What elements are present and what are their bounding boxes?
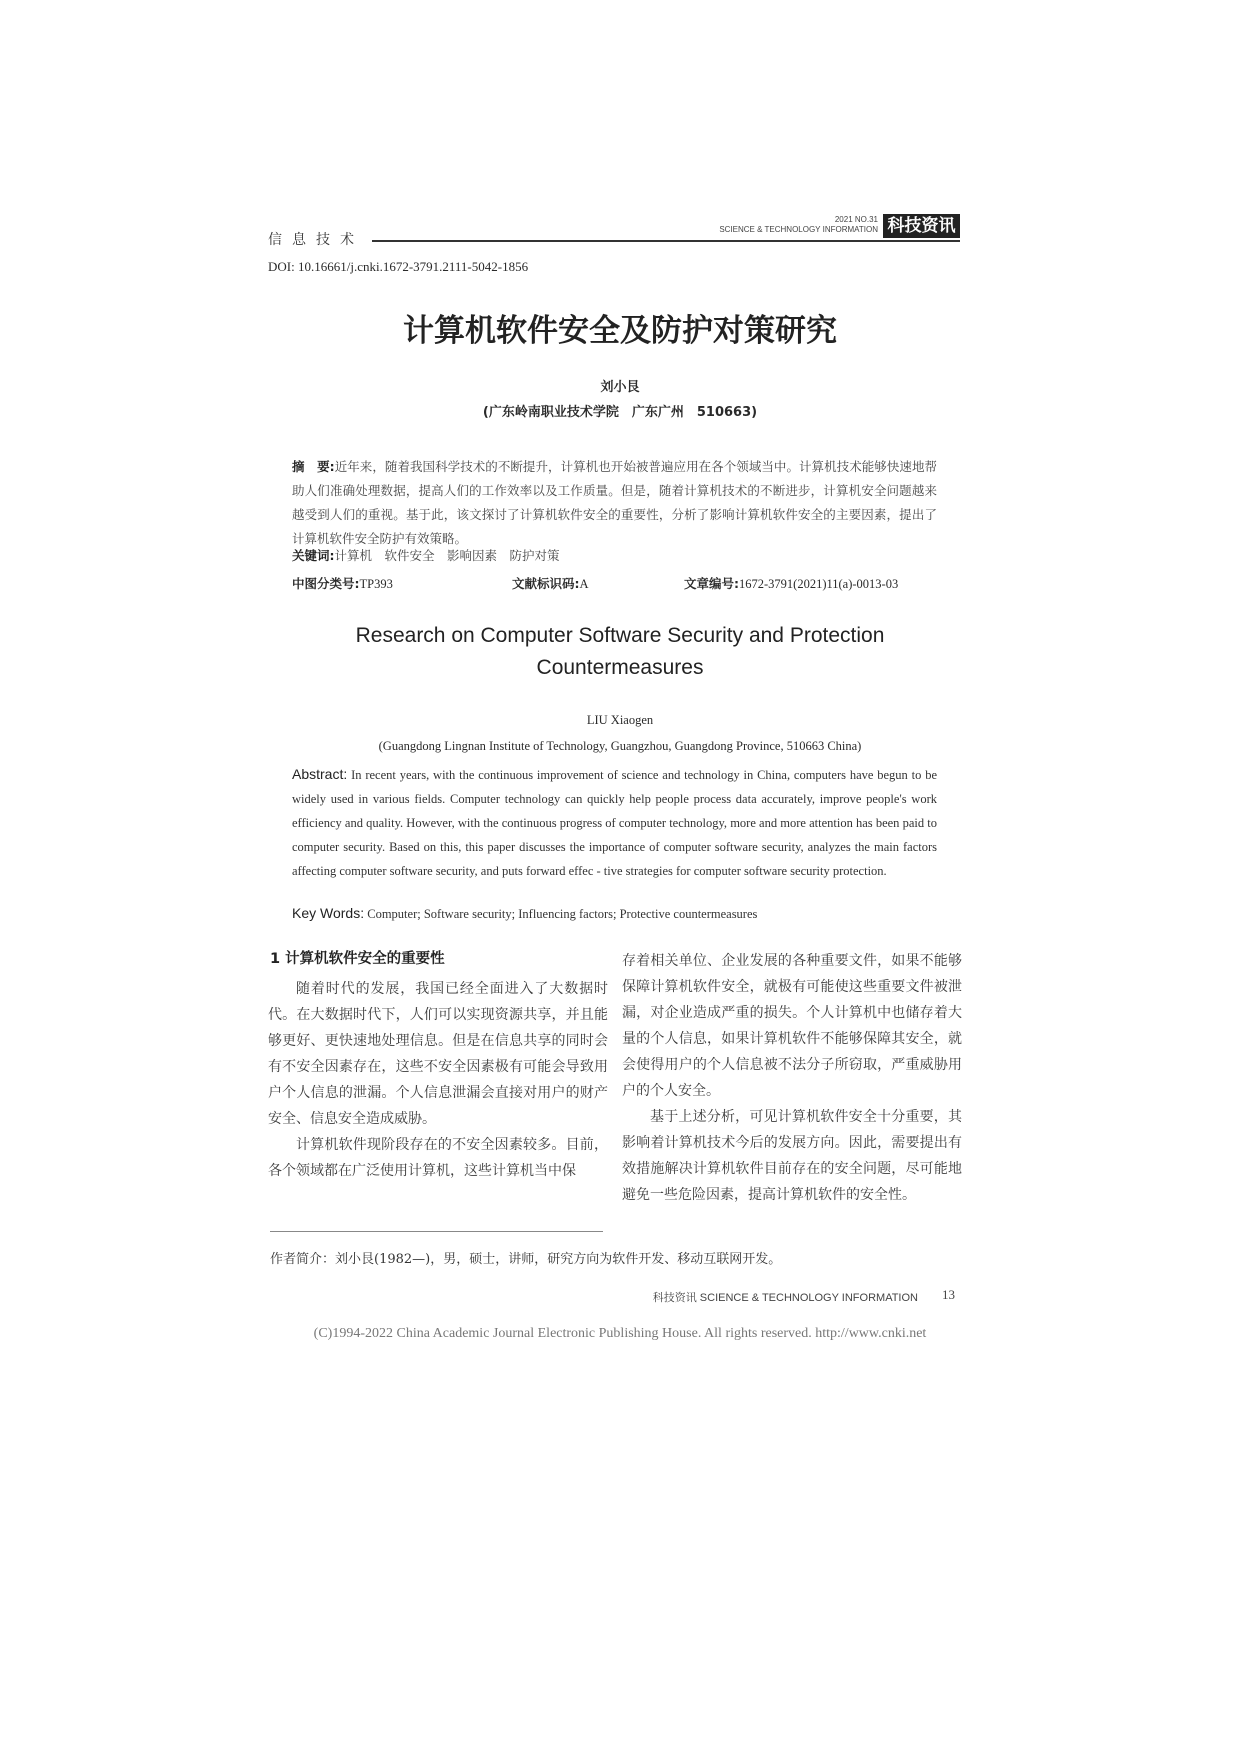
english-abstract-text: In recent years, with the continuous improvement of science and technology in China, computers have begun to be widely used in various fields. Computer technology can quickly help people process data accurately, improve people's work efficiency and quality. However, with the continuous progress of computer technology, more and more attention has been paid to computer security. Based on this, this paper discusses the importance of computer software security, analyzes the main factors affecting computer software security, and puts forward effec - tive strategies for computer software security protection.: [292, 768, 938, 878]
page-number: 13: [942, 1287, 955, 1302]
clc-value: TP393: [359, 577, 393, 591]
abstract-text: 近年来，随着我国科学技术的不断提升，计算机也开始被普遍应用在各个领域当中。计算机技术能够快速地帮助人们准确处理数据，提高人们的工作效率以及工作质量。但是，随着计算机技术的不断进步，计算机安全问题越来越受到人们的重视。基于此，该文探讨了计算机软件安全的重要性，分析了影响计算机软件安全的主要因素，提出了计算机软件安全防护有效策略。: [292, 459, 937, 546]
paragraph: 存着相关单位、企业发展的各种重要文件，如果不能够保障计算机软件安全，就极有可能使这些重要文件被泄漏，对企业造成严重的损失。个人计算机中也储存着大量的个人信息，如果计算机软件不能够保障其安全，就会使得用户的个人信息被不法分子所窃取，严重威胁用户的个人安全。: [622, 953, 962, 1099]
doc-code-value: A: [579, 577, 589, 591]
english-keywords-label: Key Words:: [292, 905, 365, 921]
article-no-value: 1672-3791(2021)11(a)-0013-03: [739, 577, 899, 591]
year-issue: 2021 NO.31: [834, 215, 878, 224]
article-no-label: 文章编号:: [684, 576, 739, 591]
english-keywords-text: Computer; Software security; Influencing factors; Protective countermeasures: [367, 907, 758, 921]
abstract-cn: [292, 455, 937, 551]
english-abstract-label: Abstract:: [292, 766, 348, 782]
author: 刘小艮: [600, 380, 640, 395]
body-column-right: [622, 948, 962, 1208]
journal-header-meta: [719, 215, 878, 235]
paragraph: 基于上述分析，可见计算机软件安全十分重要，其影响着计算机技术今后的发展方向。因此，需要提出有效措施解决计算机软件目前存在的安全问题，尽可能地避免一些危险因素，提高计算机软件的安全性。: [622, 1109, 962, 1203]
section-label: 信息技术: [268, 232, 364, 248]
doi: DOI: 10.16661/j.cnki.1672-3791.2111-5042-1856: [268, 259, 529, 274]
english-author: LIU Xiaogen: [586, 713, 654, 727]
page-title: 计算机软件安全及防护对策研究: [403, 313, 837, 349]
keywords-cn: [292, 544, 937, 568]
paragraph: 随着时代的发展，我国已经全面进入了大数据时代。在大数据时代下，人们可以实现资源共享，并且能够更好、更快速地处理信息。但是在信息共享的同时会有不安全因素存在，这些不安全因素极有可能会导致用户个人信息的泄漏。个人信息泄漏会直接对用户的财产安全、信息安全造成威胁。: [268, 981, 608, 1127]
abstract-label: 摘 要:: [292, 459, 335, 474]
section-heading: 1 计算机软件安全的重要性: [270, 951, 445, 967]
classification-row: [292, 574, 937, 592]
keywords-label: 关键词:: [292, 548, 335, 563]
english-affiliation: (Guangdong Lingnan Institute of Technology, Guangzhou, Guangdong Province, 510663 China): [378, 739, 862, 753]
doc-code-label: 文献标识码:: [512, 576, 580, 591]
copyright-notice: (C)1994-2022 China Academic Journal Electronic Publishing House. All rights reserved. http://www.cnki.net: [313, 1326, 927, 1341]
author-footnote: 作者简介：刘小艮(1982—)，男，硕士，讲师，研究方向为软件开发、移动互联网开发。: [270, 1252, 782, 1267]
journal-en: SCIENCE & TECHNOLOGY INFORMATION: [719, 225, 878, 234]
page-footer-journal: 科技资讯 SCIENCE & TECHNOLOGY INFORMATION: [652, 1292, 918, 1304]
paragraph: 计算机软件现阶段存在的不安全因素较多。目前，各个领域都在广泛使用计算机，这些计算机当中保: [268, 1137, 608, 1179]
english-keywords: [292, 905, 937, 922]
clc-label: 中图分类号:: [292, 576, 360, 591]
english-abstract: [292, 762, 937, 883]
keywords-text: 计算机 软件安全 影响因素 防护对策: [334, 548, 560, 563]
affiliation: (广东岭南职业技术学院 广东广州 510663): [482, 405, 758, 420]
footnote-rule: [270, 1231, 603, 1232]
header-rule: [372, 240, 960, 242]
english-title-text: Research on Computer Software Security and Protection Countermeasures: [355, 624, 885, 679]
body-column-left: [268, 976, 608, 1184]
english-title: [0, 620, 1240, 684]
journal-logo: 科技资讯: [883, 214, 960, 238]
